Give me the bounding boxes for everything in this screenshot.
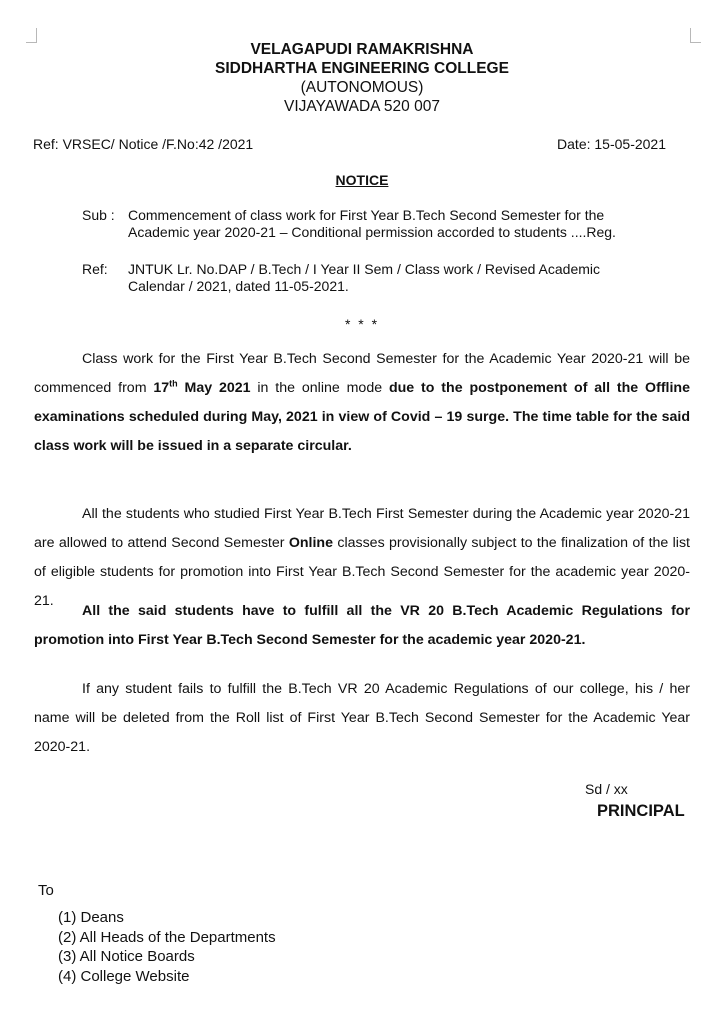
separator-stars: * * * (344, 316, 380, 332)
reference-block (82, 261, 682, 295)
subject-line1: Commencement of class work for First Year B.Tech Second Semester for the (128, 207, 605, 223)
to-label: To (38, 882, 54, 899)
reference-line2: Calendar / 2021, dated 11-05-2021. (128, 278, 349, 294)
para2-bold-word: Online (288, 535, 333, 551)
para2-text-1: All the students who studied First Year B.Tech First Semester during the Academic year 2020-21 are allowed to attend Second Semester (34, 506, 690, 551)
para4-text: If any student fails to fulfill the B.Tech VR 20 Academic Regulations of our college, his / her name will be deleted from the Roll list of First Year B.Tech Second Semester for the Academic Year 2020-21. (34, 681, 690, 755)
para1-date-sup: th (169, 378, 178, 389)
paragraph-deletion (34, 675, 690, 762)
college-address: VIJAYAWADA 520 007 (284, 98, 440, 115)
notice-date: Date: 15-05-2021 (557, 136, 666, 152)
recipient-item: (4) College Website (58, 967, 190, 985)
subject-label: Sub : (82, 207, 115, 223)
college-header (0, 40, 724, 116)
para1-date-rest: May 2021 (177, 380, 251, 396)
signature-mark: Sd / xx (585, 781, 628, 797)
notice-title: NOTICE (335, 172, 389, 188)
para1-text-1: Class work for the First Year B.Tech Second Semester for the Academic Year 2020-21 will be commenced from (34, 351, 690, 396)
signatory-title: PRINCIPAL (597, 802, 685, 820)
para1-text-2: in the online mode (250, 380, 389, 396)
college-name-line2: SIDDHARTHA ENGINEERING COLLEGE (215, 60, 509, 77)
para1-bold-text: due to the postponement of all the Offline examinations scheduled during May, 2021 in view of Covid – 19 surge. The time table for the said class work will be issued in a separate circular. (34, 380, 690, 454)
recipient-item: (2) All Heads of the Departments (58, 928, 276, 946)
reference-line1: JNTUK Lr. No.DAP / B.Tech / I Year II Sem / Class work / Revised Academic (128, 261, 601, 277)
recipient-item: (3) All Notice Boards (58, 948, 195, 965)
para3-text: All the said students have to fulfill all the VR 20 B.Tech Academic Regulations for promotion into First Year B.Tech Second Semester for the academic year 2020-21. (34, 603, 690, 648)
reference-number: Ref: VRSEC/ Notice /F.No:42 /2021 (33, 136, 254, 152)
college-name-line1: VELAGAPUDI RAMAKRISHNA (250, 41, 474, 58)
paragraph-classwork (34, 345, 690, 461)
college-status: (AUTONOMOUS) (300, 79, 424, 96)
reference-label: Ref: (82, 261, 108, 277)
para1-date-day: 17 (153, 380, 170, 396)
subject-line2: Academic year 2020-21 – Conditional permission accorded to students ....Reg. (128, 224, 616, 240)
para2-text-2: classes provisionally subject to the finalization of the list of eligible students for promotion into First Year B.Tech Second Semester for the academic year 2020-21. (34, 535, 690, 609)
recipient-item: (1) Deans (58, 909, 124, 926)
subject-block (82, 207, 682, 241)
recipient-list (58, 908, 276, 986)
paragraph-regulations (34, 597, 690, 655)
